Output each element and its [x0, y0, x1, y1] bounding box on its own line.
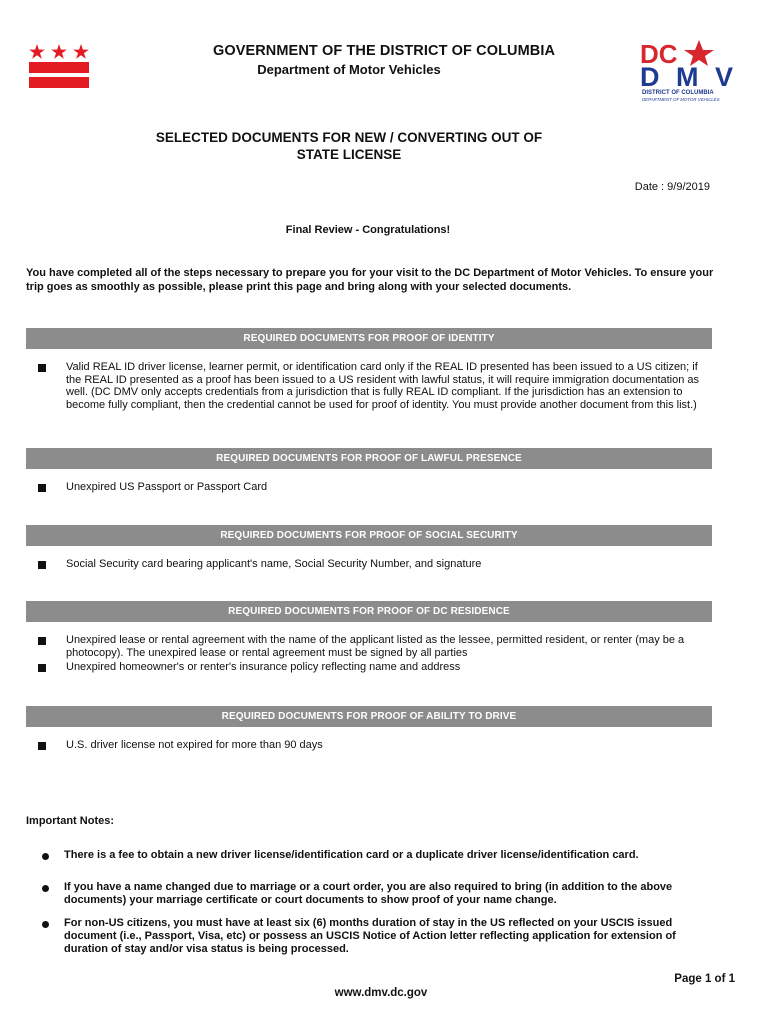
page-title [0, 129, 698, 163]
intro-paragraph: You have completed all of the steps necessary to prepare you for your visit to the DC Department of Motor Vehicles. To ensure your trip goes as smoothly as possible, please print this page and bring along with your selected documents. [26, 267, 714, 293]
list-item [38, 634, 714, 659]
page-number: Page 1 of 1 [674, 973, 735, 985]
list-item-text: Valid REAL ID driver license, learner permit, or identification card only if the REAL ID presented has been issued to a US citizen; if the REAL ID presented as a proof has been issued to a US resident with lawful status, it will require immigration documentation as well. (DC DMV only accepts credentials from a jurisdiction that is fully REAL ID compliant. If the jurisdiction has an extension to become fully compliant, then the credential cannot be used for proof of identity. You must provide another document from this list.) [66, 361, 700, 412]
page-title-line-1: SELECTED DOCUMENTS FOR NEW / CONVERTING OUT OF [155, 130, 543, 145]
note-text: There is a fee to obtain a new driver license/identification card or a duplicate driver license/identification card. [64, 849, 639, 861]
logo-dmv-text: DMV [640, 62, 733, 92]
list-item [38, 661, 714, 674]
round-bullet-icon [42, 885, 49, 892]
square-bullet-icon [38, 742, 46, 750]
document-date: Date : 9/9/2019 [634, 181, 710, 193]
note-text: For non-US citizens, you must have at least six (6) months duration of stay in the US reflected on your USCIS issued document (i.e., Passport, Visa, etc) or possess an USCIS Notice of Action letter reflecting application for extension of duration of stay and/or visa status is being processed. [64, 917, 676, 955]
logo-tagline-2: DEPARTMENT OF MOTOR VEHICLES [642, 97, 720, 102]
list-item [38, 361, 714, 412]
list-item [38, 481, 714, 494]
round-bullet-icon [42, 921, 49, 928]
list-item-text: Social Security card bearing applicant's name, Social Security Number, and signature [66, 558, 482, 570]
page-title-line-2: STATE LICENSE [296, 147, 402, 162]
square-bullet-icon [38, 364, 46, 372]
section-header-social-security: REQUIRED DOCUMENTS FOR PROOF OF SOCIAL SECURITY [26, 525, 712, 546]
list-item-text: Unexpired lease or rental agreement with the name of the applicant listed as the lessee, permitted resident, or renter (may be a photocopy). The unexpired lease or rental agreement must be signed by all parties [66, 634, 685, 659]
section-header-lawful-presence: REQUIRED DOCUMENTS FOR PROOF OF LAWFUL PRESENCE [26, 448, 712, 469]
note-text: If you have a name changed due to marriage or a court order, you are also required to bring (in addition to the above documents) your marriage certificate or court documents to show proof of your name change. [64, 881, 673, 906]
section-header-identity: REQUIRED DOCUMENTS FOR PROOF OF IDENTITY [26, 328, 712, 349]
government-title: GOVERNMENT OF THE DISTRICT OF COLUMBIA [212, 43, 556, 59]
final-review-heading: Final Review - Congratulations! [285, 224, 451, 236]
list-item-text: Unexpired US Passport or Passport Card [66, 481, 268, 493]
list-item-text: U.S. driver license not expired for more than 90 days [66, 739, 323, 751]
important-notes-heading: Important Notes: [26, 815, 114, 827]
square-bullet-icon [38, 484, 46, 492]
logo-dc-text: DC [640, 39, 678, 69]
round-bullet-icon [42, 853, 49, 860]
square-bullet-icon [38, 637, 46, 645]
note-item [42, 881, 722, 907]
list-item [38, 739, 714, 752]
footer-url: www.dmv.dc.gov [334, 987, 428, 999]
logo-tagline-1: DISTRICT OF COLUMBIA [642, 90, 714, 96]
department-subtitle: Department of Motor Vehicles [257, 62, 441, 77]
list-item [38, 558, 714, 571]
note-item [42, 849, 722, 862]
note-item [42, 917, 722, 956]
section-header-ability-to-drive: REQUIRED DOCUMENTS FOR PROOF OF ABILITY TO DRIVE [26, 706, 712, 727]
square-bullet-icon [38, 664, 46, 672]
square-bullet-icon [38, 561, 46, 569]
list-item-text: Unexpired homeowner's or renter's insurance policy reflecting name and address [66, 661, 461, 673]
section-header-dc-residence: REQUIRED DOCUMENTS FOR PROOF OF DC RESIDENCE [26, 601, 712, 622]
